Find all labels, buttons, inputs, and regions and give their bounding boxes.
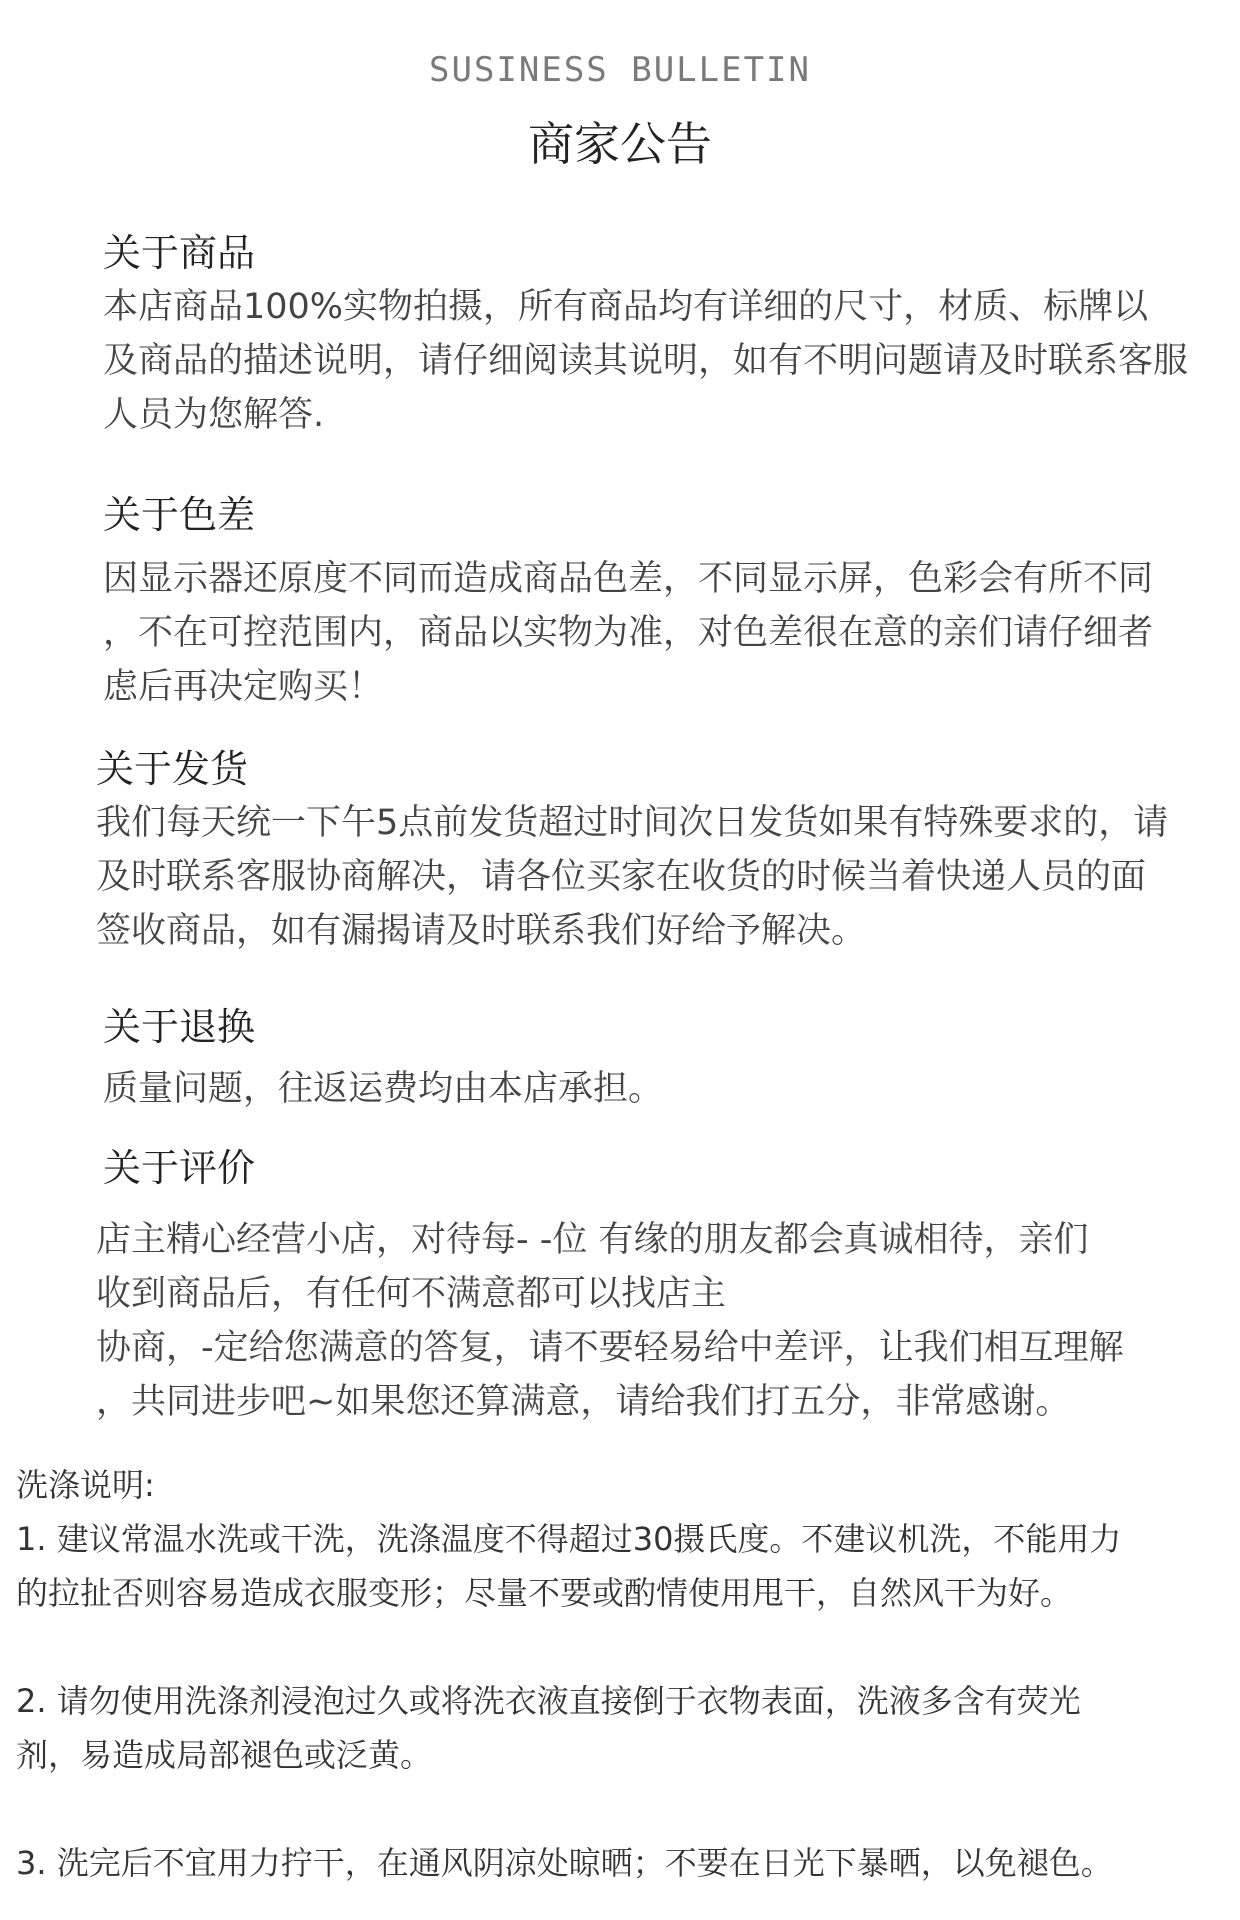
section-product	[103, 226, 1223, 442]
washing-item-line: 3. 洗完后不宜用力拧干，在通风阴凉处晾晒；不要在日光下暴晒，以免褪色。	[16, 1844, 1113, 1882]
section-body	[103, 280, 1223, 442]
body-line: 人员为您解答.	[103, 395, 325, 435]
body-line: 收到商品后，有任何不满意都可以找店主	[96, 1274, 727, 1314]
body-line: ，不在可控范围内，商品以实物为准，对色差很在意的亲们请仔细者	[103, 613, 1154, 653]
body-line: 我们每天统一下午5点前发货超过时间次日发货如果有特殊要求的，请	[96, 803, 1169, 843]
body-line: ，共同进步吧~如果您还算满意，请给我们打五分，非常感谢。	[96, 1382, 1071, 1422]
section-title: 关于商品	[103, 231, 256, 275]
section-title: 关于退换	[103, 1005, 256, 1049]
section-body	[103, 1062, 1223, 1116]
washing-instructions	[16, 1458, 1226, 1890]
section-reviews	[96, 1141, 1216, 1429]
washing-item-line: 1. 建议常温水洗或干洗，洗涤温度不得超过30摄氏度。不建议机洗，不能用力	[16, 1520, 1122, 1558]
section-body	[96, 796, 1216, 958]
washing-item-line: 剂，易造成局部褪色或泛黄。	[16, 1736, 433, 1774]
body-line: 及商品的描述说明，请仔细阅读其说明，如有不明问题请及时联系客服	[103, 341, 1189, 381]
body-line: 本店商品100%实物拍摄，所有商品均有详细的尺寸，材质、标牌以	[103, 287, 1149, 327]
washing-item-line: 2. 请勿使用洗涤剂浸泡过久或将洗衣液直接倒于衣物表面，洗液多含有荧光	[16, 1682, 1081, 1720]
section-returns	[103, 1000, 1223, 1116]
body-line: 店主精心经营小店，对待每- -位 有缘的朋友都会真诚相待，亲们	[96, 1220, 1089, 1260]
body-line: 虑后再决定购买！	[103, 667, 384, 707]
section-color-difference	[103, 488, 1223, 714]
body-line: 因显示器还原度不同而造成商品色差，不同显示屏，色彩会有所不同	[103, 559, 1154, 599]
page-title: 商家公告	[528, 117, 712, 171]
section-title: 关于发货	[96, 747, 249, 791]
washing-title: 洗涤说明:	[16, 1466, 155, 1504]
section-title: 关于评价	[103, 1146, 256, 1190]
body-line: 质量问题，往返运费均由本店承担。	[103, 1069, 664, 1109]
section-shipping	[96, 742, 1216, 958]
header-subtitle-en: SUSINESS BULLETIN	[429, 50, 811, 90]
section-body	[96, 1213, 1216, 1429]
washing-item-line: 的拉扯否则容易造成衣服变形；尽量不要或酌情使用甩干，自然风干为好。	[16, 1574, 1073, 1612]
spacer	[16, 1782, 1226, 1836]
body-line: 签收商品，如有漏揭请及时联系我们好给予解决。	[96, 911, 867, 951]
body-line: 及时联系客服协商解决，请各位买家在收货的时候当着快递人员的面	[96, 857, 1147, 897]
section-title: 关于色差	[103, 493, 256, 537]
body-line: 协商，-定给您满意的答复，请不要轻易给中差评，让我们相互理解	[96, 1328, 1124, 1368]
section-body	[103, 552, 1223, 714]
spacer	[16, 1620, 1226, 1674]
